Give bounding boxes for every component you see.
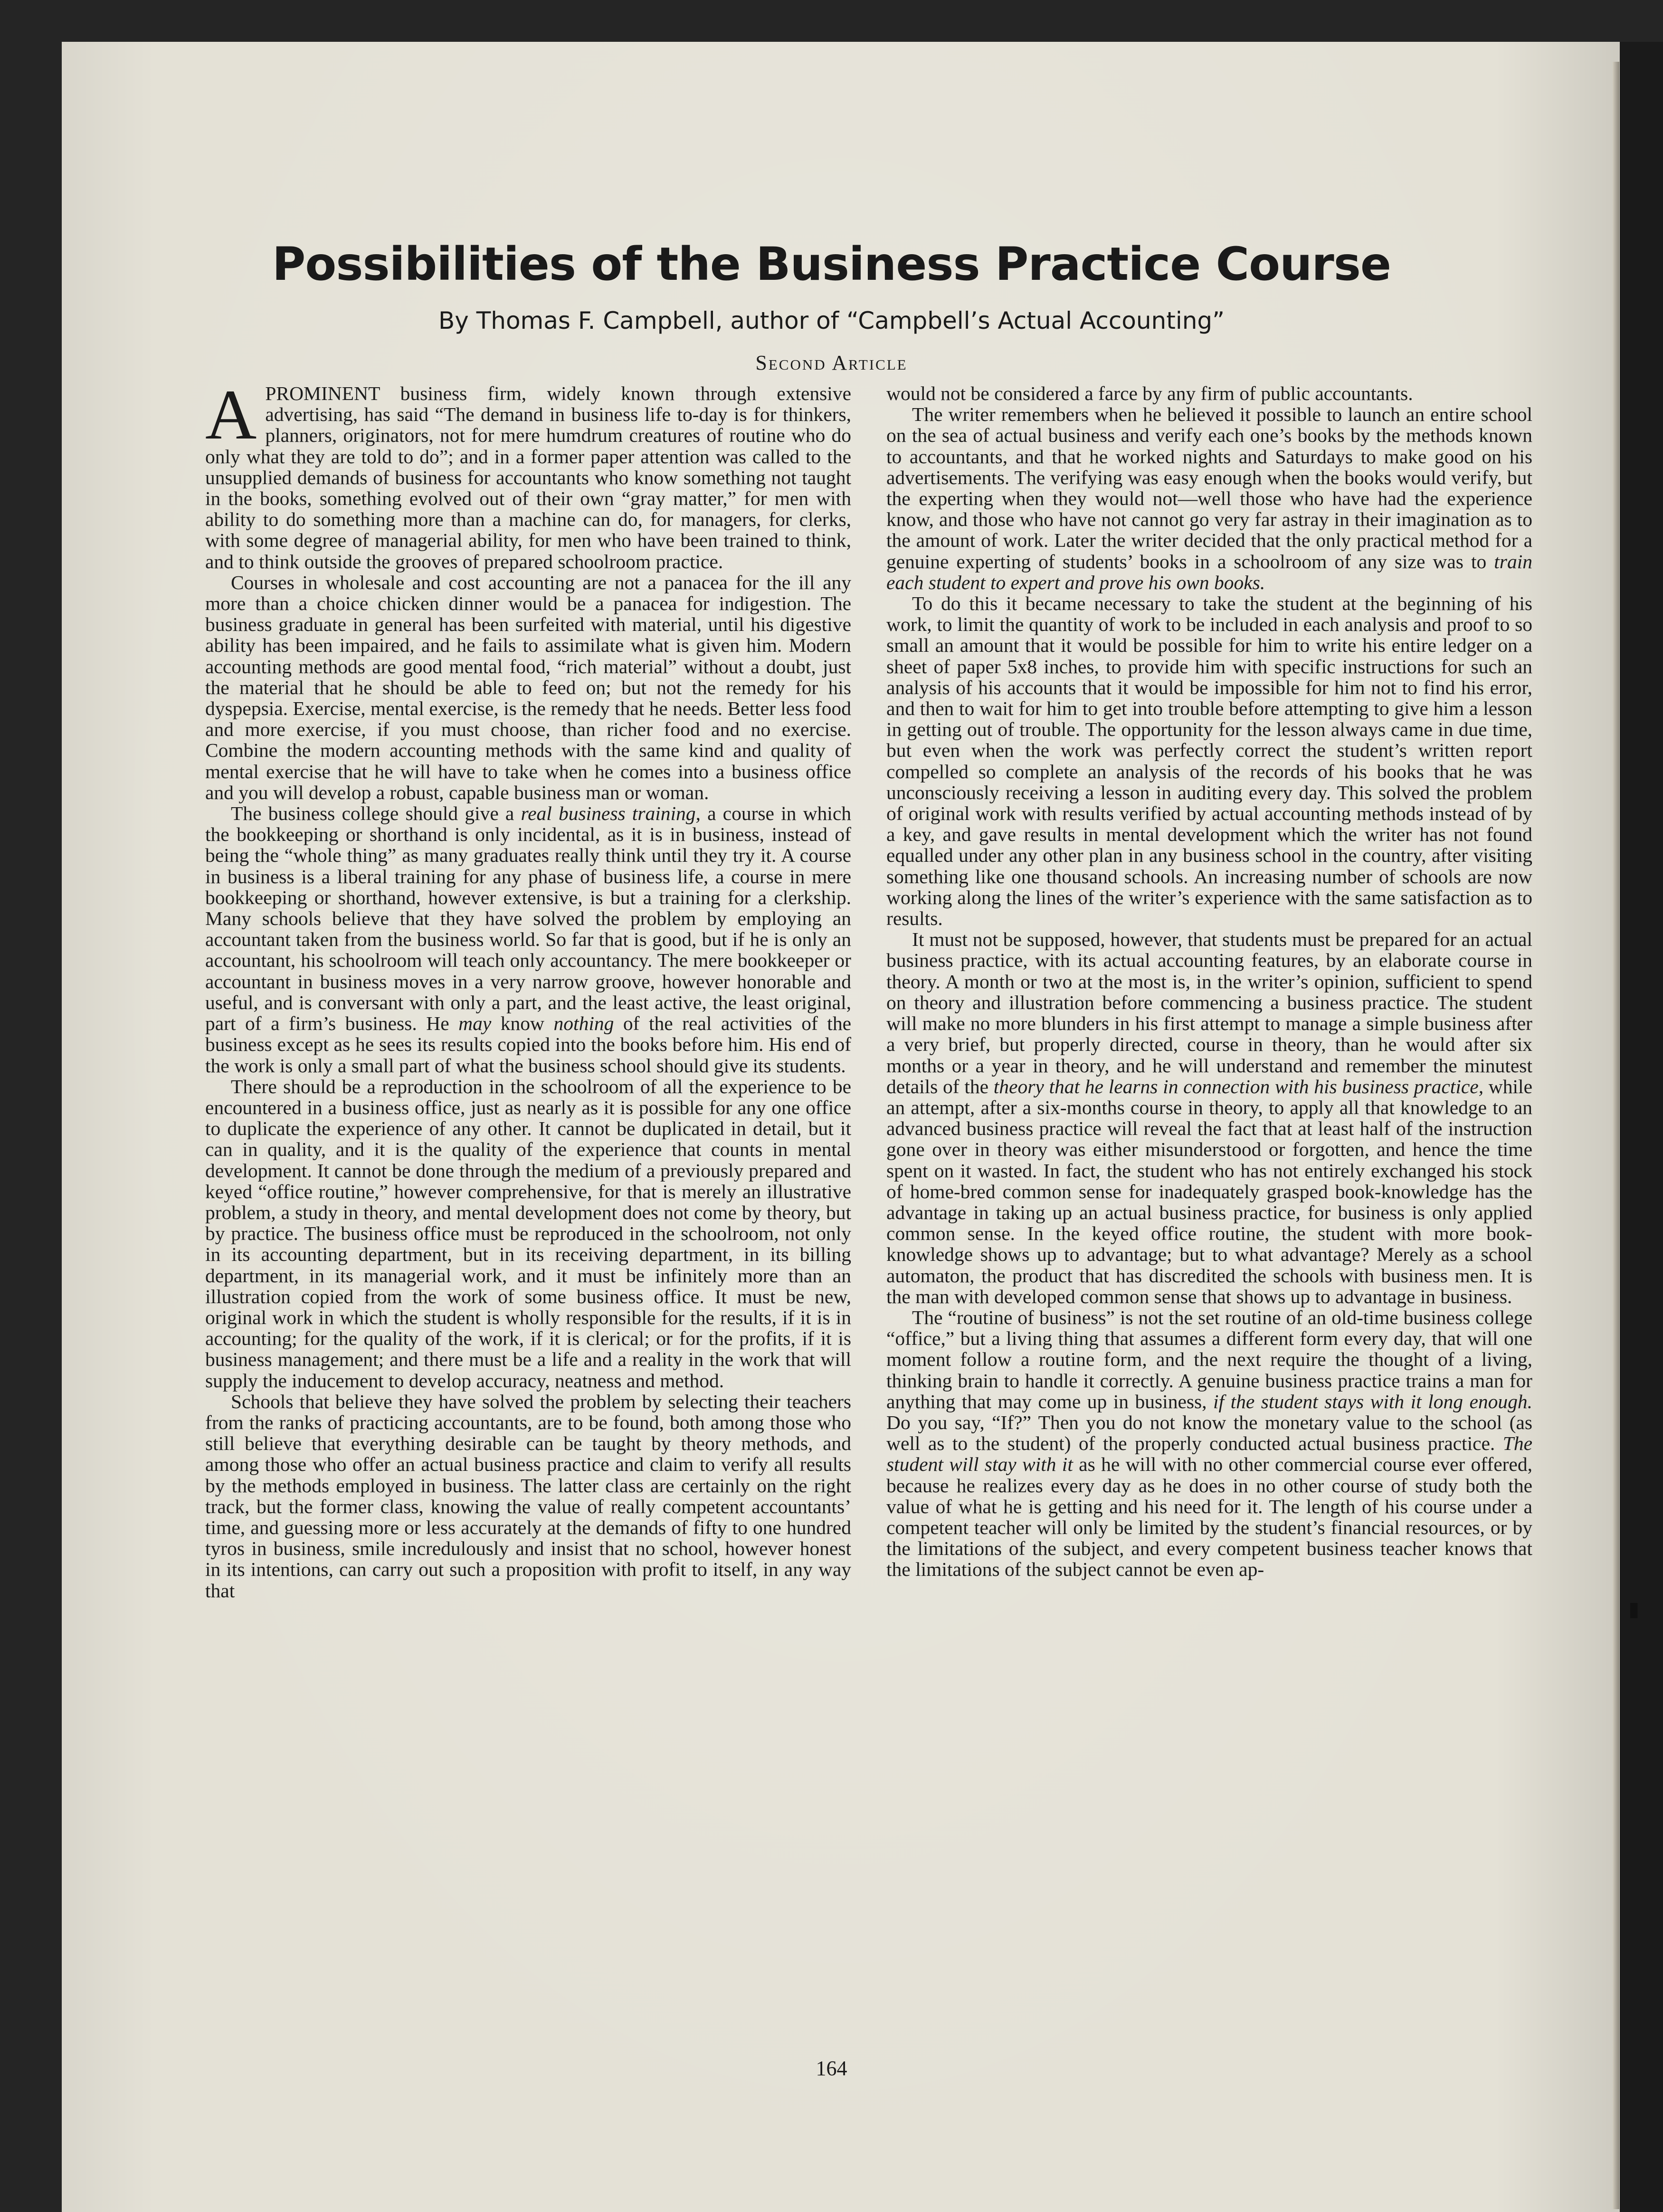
paragraph-text: as he will with no other commercial course ever offered, because he realizes every day as he does in no other course of study both the value of what he is getting and his need for it. The length of his course under a competent teacher will only be limited by the student’s financial resources, or by the limitations of the subject, and every competent business teacher knows that the limitations of the subject cannot be even ap- <box>886 1453 1532 1581</box>
paragraph: There should be a reproduction in the schoolroom of all the experience to be encountered in a business office, just as nearly as it is possible for any one office to duplicate the experience of any other. It cannot be duplicated in detail, but it can in quality, and it is the quality of the experience that counts in mental development. It cannot be done through the medium of a previously prepared and keyed “office routine,” however comprehensive, for that is merely an illustrative problem, a study in theory, and mental development does not come by theory, but by practice. The business office must be reproduced in the schoolroom, not only in its accounting department, but in its receiving department, in its billing department, in its managerial work, and it must be infinitely more than an illustration copied from the work of some business office. It must be new, original work in which the student is wholly responsible for the results, if it is in accounting; for the quality of the work, if it is clerical; or for the profits, if it is business management; and there must be a life and a reality in the work that will supply the inducement to develop accuracy, neatness and method. <box>205 1075 851 1392</box>
article-byline: By Thomas F. Campbell, author of “Campbell’s Actual Accounting” <box>438 307 1225 334</box>
article-label: Second Article <box>755 351 908 374</box>
paragraph: Schools that believe they have solved the problem by selecting their teachers from the ranks of practicing accountants, are to be found, both among those who still believe that everything desirable can be taught by theory methods, and among those who offer an actual business practice and claim to verify all results by the methods employed in business. The latter class are certainly on the right track, but the former class, knowing the value of really competent accountants’ time, and guessing more or less accurately at the demands of fifty to one hundred tyros in business, smile incredulously and insist that no school, however honest in its intentions, can carry out such a proposition with profit to itself, in any way that <box>205 1390 851 1602</box>
paragraph: Courses in wholesale and cost accounting are not a panacea for the ill any more than a choice chicken dinner would be a panacea for indigestion. The business graduate in general has been surfeited with material, until his digestive ability has been impaired, and he fails to assimilate what is given him. Modern accounting methods are good mental food, “rich material” without a doubt, just the material that he should be able to feed on; but not the remedy for his dyspepsia. Exercise, mental exercise, is the remedy that he needs. Better less food and more exercise, if you must choose, than richer food and no exercise. Combine the modern accounting methods with the same kind and quality of mental exercise that he will have to take when he comes into a business office and you will develop a robust, capable business man or woman. <box>205 571 851 803</box>
paragraph-text: PROMINENT business firm, widely known through extensive advertising, has said “The demand in business life to-day is for thinkers, planners, originators, not for mere humdrum creatures of routine who do only what they are told to do”; and in a former paper attention was called to the unsupplied demands of business for accountants who know something not taught in the books, something evolved out of their own “gray matter,” for men with ability to do something more than a machine can do, for managers, for clerks, with some degree of managerial ability, for men who have been trained to think, and to think outside the grooves of prepared schoolroom practice. <box>205 382 851 572</box>
paragraph <box>886 404 1532 593</box>
emphasis-text: if the student stays with it long enough. <box>1213 1390 1532 1412</box>
paragraph <box>886 1307 1532 1580</box>
paragraph-text: a course in which the bookkeeping or shorthand is only incidental, as it is in business, instead of being the “whole thing” as many graduates really think until they try it. A course in business is a liberal training for any phase of business life, a course in mere bookkeeping or shorthand, however extensive, is but a training for a clerkship. Many schools believe that they have solved the problem by employing an accountant taken from the business world. So far that is good, but if he is only an accountant, his schoolroom will teach only accountancy. The mere bookkeeper or accountant in business moves in a very narrow groove, however honorable and useful, and is conversant with only a part, and the least active, the least original, part of a firm’s business. He <box>205 802 851 1035</box>
paragraph-text: know <box>491 1012 554 1035</box>
emphasis-text: real business training, <box>521 802 701 825</box>
paragraph <box>205 375 851 572</box>
paragraph-text: while an attempt, after a six-months course in theory, to apply all that knowledge to an advanced business practice will reveal the fact that at least half of the instruction gone over in theory was either misunderstood or forgotten, and hence the time spent on it wasted. In fact, the student who has not entirely exchanged his stock of home-bred common sense for inadequately grasped book-knowledge has the advantage in taking up an actual business practice, for business is only applied common sense. In the keyed office routine, the student with more book-knowledge shows up to advantage; but to what advantage? Merely as a school automaton, the product that has discredited the schools with business men. It is the man with developed common sense that shows up to advantage in business. <box>886 1075 1533 1307</box>
emphasis-text: theory that he learns in connection with his business practice, <box>993 1075 1484 1097</box>
paragraph: To do this it became necessary to take the student at the beginning of his work, to limit the quantity of work to be included in each analysis and proof to so small an amount that it would be possible for him to write his entire ledger on a sheet of paper 5x8 inches, to provide him with specific instructions for such an analysis of his accounts that it would be impossible for him not to find his error, and then to wait for him to get into trouble before attempting to give him a lesson in getting out of trouble. The opportunity for the lesson always came in due time, but even when the work was perfectly correct the student’s written report compelled so complete an analysis of the records of his books that he was unconsciously receiving a lesson in auditing every day. This solved the problem of original work with results verified by actual accounting methods instead of by a key, and gave results in mental development which the writer has not found equalled under any other plan in any business school in the country, after visiting something like one thousand schools. An increasing number of schools are now working along the lines of the writer’s experience with the same satisfaction as to results. <box>886 592 1532 930</box>
drop-cap: A <box>205 375 257 454</box>
paragraph <box>886 929 1532 1307</box>
emphasis-text: may <box>458 1012 492 1035</box>
article-title: Possibilities of the Business Practice Course <box>272 238 1391 291</box>
paragraph-text: The “routine of business” is not the set routine of an old-time business college “office,” but a living thing that assumes a different form every day, that will one moment follow a routine form, and the next require the thought of a living, thinking brain to handle it correctly. A genuine business practice trains a man for anything that may come up in business, <box>886 1306 1532 1412</box>
paragraph-text: It must not be supposed, however, that students must be prepared for an actual business practice, with its actual accounting features, by an elaborate course in theory. A month or two at the most is, in the writer’s opinion, sufficient to spend on theory and illustration before commencing a business practice. The student will make no more blunders in his first attempt to manage a simple business after a very brief, but properly directed, course in theory, than he would after six months or a year in theory, and he will understand and remember the minutest details of the <box>886 928 1532 1097</box>
paragraph-text: The business college should give a <box>231 802 521 825</box>
page-number: 164 <box>816 2057 847 2080</box>
page-edge <box>1613 62 1619 2209</box>
emphasis-text: nothing <box>553 1012 614 1035</box>
paragraph-text: of the real activities of the business except as he sees its results copied into the books before him. His end of the work is only a small part of what the business school should give its students. <box>205 1012 851 1077</box>
right-column <box>886 383 1532 1580</box>
paragraph <box>205 803 851 1076</box>
emphasis-text: The student will stay with it <box>886 1432 1532 1476</box>
paragraph-text: Do you say, “If?” Then you do not know the monetary value to the school (as well as to the student) of the properly conducted actual business practice. <box>886 1411 1532 1455</box>
paragraph: would not be considered a farce by any firm of public accountants. <box>886 382 1413 404</box>
emphasis-text: train each student to expert and prove his own books. <box>886 550 1532 593</box>
paragraph-text: The writer remembers when he believed it possible to launch an entire school on the sea of actual business and verify each one’s books by the methods known to accountants, and that he worked nights and Saturdays to make good on his advertisements. The verifying was easy enough when the books would verify, but the experting when they would not—well those who have had the experience know, and those who have not cannot go very far astray in their imagination as to the amount of work. Later the writer decided that the only practical method for a genuine experting of students’ books in a schoolroom of any size was to <box>886 403 1532 572</box>
margin-mark: ▮ <box>1628 1599 1640 1621</box>
left-column <box>205 375 851 1602</box>
